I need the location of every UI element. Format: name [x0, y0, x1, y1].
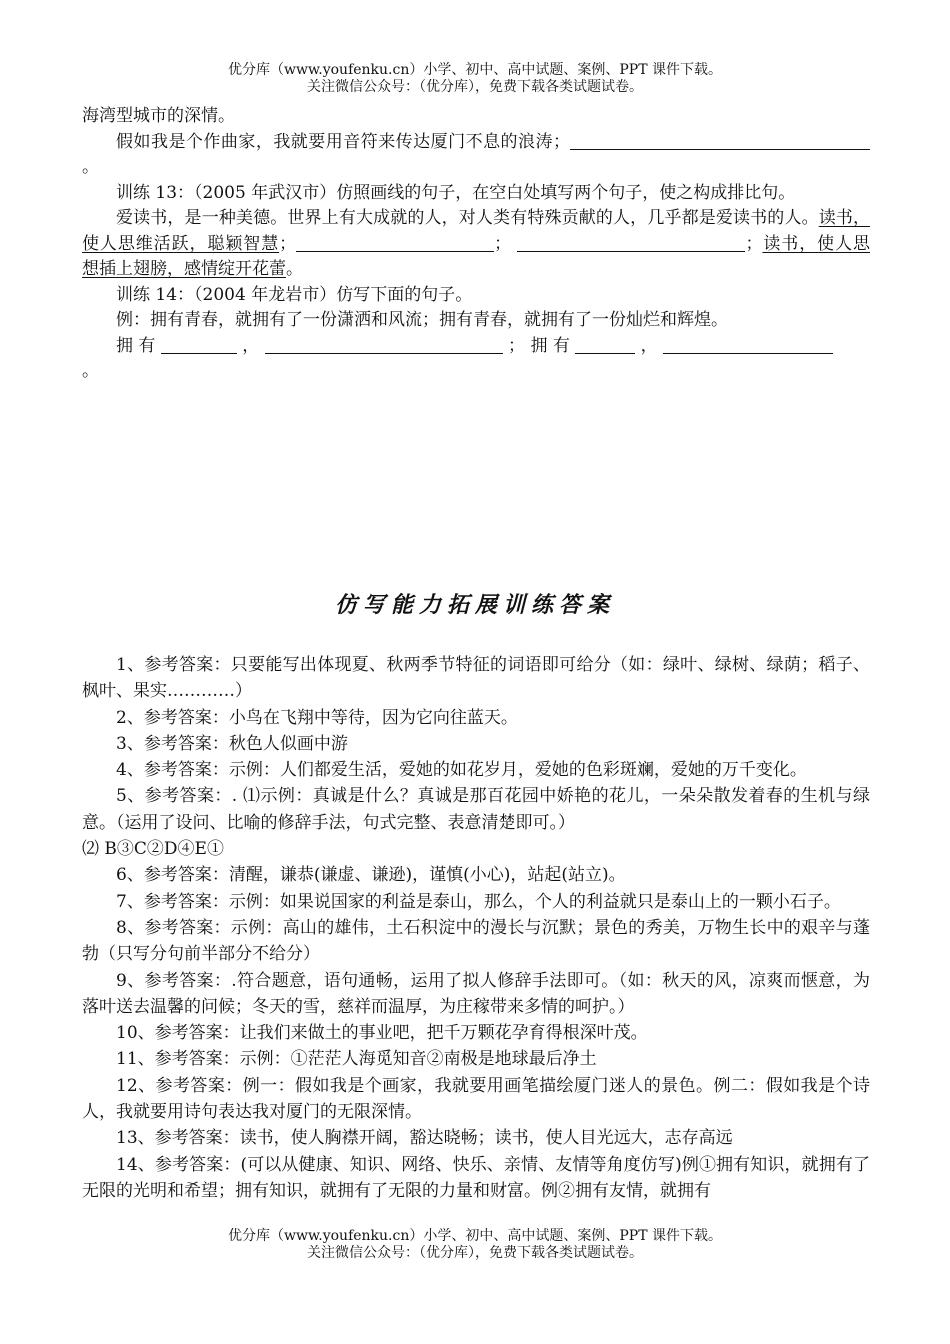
answer-blank[interactable] — [663, 336, 833, 354]
answer-item: ⑵ B③C②D④E① — [82, 839, 224, 860]
page-header — [0, 62, 950, 96]
header-line-2: 关注微信公众号：（优分库），免费下载各类试题试卷。 — [307, 79, 643, 95]
training-13-intro: 爱读书，是一种美德。世界上有大成就的人，对人类有特殊贡献的人，几乎都是爱读书的人。 — [116, 208, 819, 228]
semicolon: ； — [745, 233, 763, 254]
answer-blank[interactable] — [296, 234, 494, 252]
end-period: 。 — [82, 361, 99, 381]
answer-item: 6、参考答案：清醒，谦恭(谦虚、谦逊)，谨慎(小心)，站起(站立)。 — [116, 865, 626, 886]
answers-title: 仿写能力拓展训练答案 — [334, 592, 615, 618]
answer-item: 8、参考答案：示例：高山的雄伟，土石积淀中的漫长与沉默；景色的秀美，万物生长中的艰辛与蓬勃（只写分句前半部分不给分） — [82, 917, 870, 965]
answer-item: 11、参考答案：示例：①茫茫人海觅知音②南极是地球最后净土 — [116, 1049, 597, 1070]
training-13-text — [82, 206, 870, 283]
composer-line — [82, 130, 870, 181]
answer-item: 13、参考答案：读书，使人胸襟开阔，豁达晓畅；读书，使人目光远大，志存高远 — [116, 1128, 733, 1149]
answer-item: 5、参考答案：. ⑴示例：真诚是什么？真诚是那百花园中娇艳的花儿，一朵朵散发着春的生机与绿意。（运用了设问、比喻的修辞手法，句式完整、表意清楚即可。） — [82, 786, 870, 833]
continuation-line: 海湾型城市的深情。 — [82, 106, 235, 126]
underlined-sentence-2: 读书，使人思想插上翅膀，感情绽开花蕾 — [82, 233, 870, 279]
answer-item: 3、参考答案：秋色人似画中游 — [116, 733, 348, 754]
underlined-sentence-1: 读书，使人思维活跃，聪颖智慧 — [82, 208, 870, 254]
answer-item: 10、参考答案：让我们来做土的事业吧，把千万颗花孕育得根深叶茂。 — [116, 1023, 648, 1044]
answer-item: 12、参考答案：例一：假如我是个画家，我就要用画笔描绘厦门迷人的景色。例二：假如我是个诗人，我就要用诗句表达我对厦门的无限深情。 — [82, 1075, 870, 1123]
header-line-1: 优分库（www.youfenku.cn）小学、初中、高中试题、案例、PPT 课件下载。 — [227, 62, 722, 78]
footer-line-1: 优分库（www.youfenku.cn）小学、初中、高中试题、案例、PPT 课件下载。 — [227, 1228, 722, 1244]
page-footer — [0, 1228, 950, 1262]
answer-item: 7、参考答案：示例：如果说国家的利益是泰山，那么，个人的利益就只是泰山上的一颗小石子。 — [116, 891, 841, 912]
yongyou-label: 拥 有 — [530, 335, 570, 356]
answer-blank[interactable] — [517, 234, 745, 252]
answer-item: 4、参考答案：示例：人们都爱生活，爱她的如花岁月，爱她的色彩斑斓，爱她的万千变化。 — [116, 760, 807, 781]
semicolon: ； — [279, 233, 297, 254]
semicolon: ； — [494, 233, 512, 254]
period: 。 — [286, 259, 303, 279]
answer-blank[interactable] — [161, 336, 237, 354]
exercise-section — [82, 104, 870, 385]
answer-blank[interactable] — [575, 336, 635, 354]
answers-list — [82, 652, 870, 1204]
training-14-title: 训练 14：（2004 年龙岩市）仿写下面的句子。 — [116, 284, 473, 305]
answer-item: 9、参考答案：.符合题意，语句通畅，运用了拟人修辞手法即可。（如：秋天的风，凉爽而惬意，为落叶送去温馨的问候；冬天的雪，慈祥而温厚，为庄稼带来多情的呵护。） — [82, 970, 870, 1017]
answer-item: 2、参考答案：小鸟在飞翔中等待，因为它向往蓝天。 — [116, 707, 518, 728]
training-14-example: 例：拥有青春，就拥有了一份潇洒和风流；拥有青春，就拥有了一份灿烂和辉煌。 — [116, 310, 728, 330]
answer-item: 1、参考答案：只要能写出体现夏、秋两季节特征的词语即可给分（如：绿叶、绿树、绿荫；稻子、枫叶、果实…………） — [82, 655, 870, 702]
yongyou-label: 拥 有 — [116, 335, 156, 356]
composer-text: 假如我是个作曲家，我就要用音符来传达厦门不息的浪涛； — [116, 131, 570, 152]
answer-blank[interactable] — [265, 336, 503, 354]
training-13-title: 训练 13：（2005 年武汉市）仿照画线的句子，在空白处填写两个句子，使之构成排比句。 — [116, 182, 796, 203]
training-14-blanks — [82, 334, 870, 360]
comma: ， — [242, 335, 260, 356]
answer-blank[interactable] — [570, 132, 870, 150]
answer-item: 14、参考答案：(可以从健康、知识、网络、快乐、亲情、友情等角度仿写)例①拥有知识，就拥有了无限的光明和希望；拥有知识，就拥有了无限的力量和财富。例②拥有友情，就拥有 — [82, 1154, 870, 1201]
semicolon: ； — [508, 335, 526, 356]
period: 。 — [82, 157, 99, 177]
footer-line-2: 关注微信公众号：（优分库），免费下载各类试题试卷。 — [307, 1245, 643, 1261]
comma: ， — [640, 335, 658, 356]
